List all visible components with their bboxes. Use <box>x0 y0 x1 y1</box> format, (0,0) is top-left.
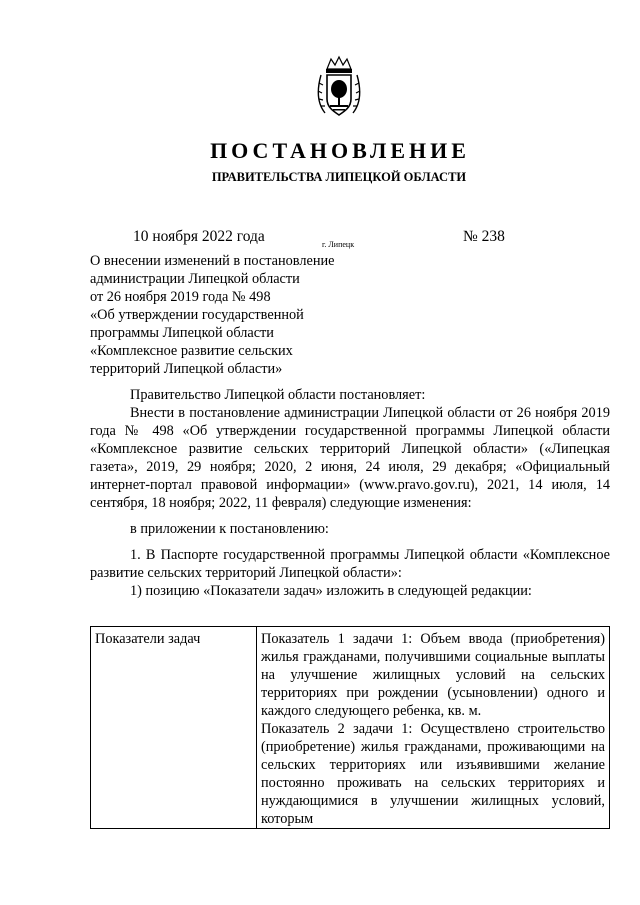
subject-line: «Об утверждении государственной <box>90 307 304 323</box>
subject-line: администрации Липецкой области <box>90 271 300 287</box>
body-paragraph-position: 1) позицию «Показатели задач» изложить в следующей редакции: <box>130 583 532 599</box>
indicators-table <box>90 626 610 829</box>
subject-line: «Комплексное развитие сельских <box>90 343 293 359</box>
document-city: г. Липецк <box>322 240 355 249</box>
indicator-1: Показатель 1 задачи 1: Объем ввода (приобретения) жилья гражданами, получившими социальные выплаты на улучшение жилищных условий на сельских территориях при рождении (усыновлении) одного и каждого следующего ребенка, кв. м. <box>261 631 605 719</box>
body-paragraph-passport: 1. В Паспорте государственной программы Липецкой области «Комплексное развитие сельских территорий Липецкой области»: <box>90 547 610 581</box>
document-date: 10 ноября 2022 года <box>133 228 265 245</box>
body-paragraph-decree: Правительство Липецкой области постановляет: <box>130 387 426 403</box>
document-title: ПОСТАНОВЛЕНИЕ <box>210 138 470 163</box>
table-cell-content <box>257 627 610 829</box>
subject-line: территорий Липецкой области» <box>90 361 283 377</box>
indicator-2: Показатель 2 задачи 1: Осуществлено строительство (приобретение) жилья гражданами, проживающими на сельских территориях или изъявившими желание постоянно проживать на сельских территориях и нуждающимися в улучшении жилищных условий, которым <box>261 721 605 827</box>
subject-line: от 26 ноября 2019 года № 498 <box>90 289 271 305</box>
table-cell-label: Показатели задач <box>91 627 257 829</box>
document-body <box>90 386 610 600</box>
table-row <box>91 627 610 829</box>
document-number: № 238 <box>463 228 505 245</box>
document-subtitle: ПРАВИТЕЛЬСТВА ЛИПЕЦКОЙ ОБЛАСТИ <box>211 170 467 184</box>
body-paragraph-appendix: в приложении к постановлению: <box>130 521 329 537</box>
coat-of-arms-emblem <box>315 55 363 121</box>
document-subject <box>90 252 380 378</box>
subject-line: О внесении изменений в постановление <box>90 253 335 269</box>
subject-line: программы Липецкой области <box>90 325 274 341</box>
body-paragraph-amend: Внести в постановление администрации Липецкой области от 26 ноября 2019 года № 498 «Об утверждении государственной программы Липецкой области «Комплексное развитие сельских территорий Липецкой области» («Липецкая газета», 2019, 29 ноября; 2020, 2 июня, 24 июля, 29 декабря; «Официальный интернет-портал правовой информации» (www.pravo.gov.ru), 2021, 14 июля, 14 сентября, 18 ноября; 2022, 11 февраля) следующие изменения: <box>90 405 610 511</box>
